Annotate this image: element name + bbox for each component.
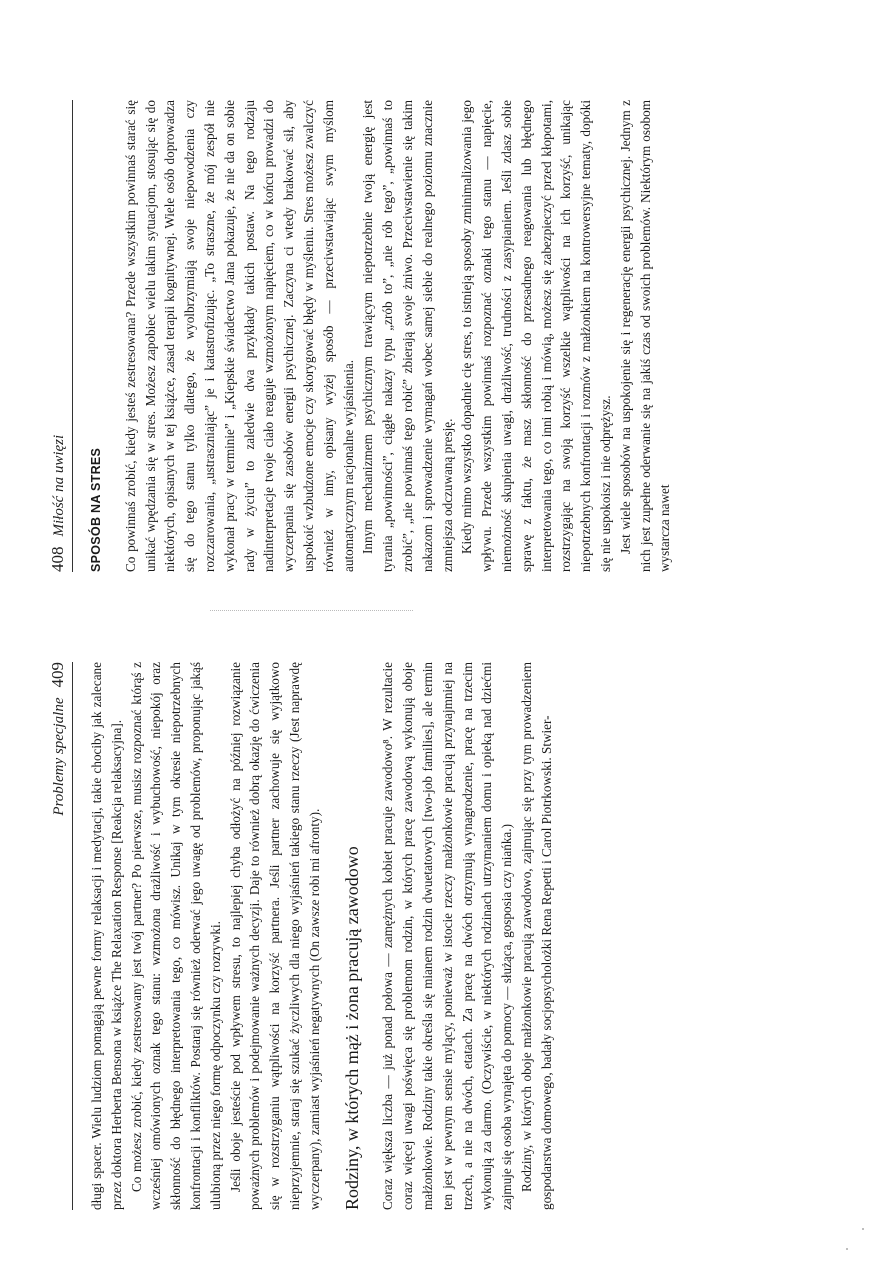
paragraph: Co możesz zrobić, kiedy zestresowany jest twój partner? Po pierwsze, musisz rozpoznać którąś z wcześniej omówionych oznak tego stanu: wzmożona drażliwość i wybuchowość, niepokój oraz skłonność do błędnego interpretowania tego, co mówisz. Unikaj w tym okresie niepotrzebnych konfrontacji i konfliktów. Postaraj się również oderwać jego uwagę od problemów, proponując jakąś ulubioną przez niego formę odpoczynku czy rozrywki. [128, 662, 223, 1210]
left-page [48, 100, 833, 572]
right-page-header [48, 662, 73, 1210]
paragraph: Jest wiele sposobów na uspokojenie się i regenerację energii psychicznej. Jednym z nich jest zupełne oderwanie się na jakiś czas od swoich problemów. Niektórym osobom wystarcza nawet [617, 100, 673, 572]
page-gutter [0, 608, 893, 614]
right-page-text [87, 662, 557, 1210]
paragraph: Rodziny, w których oboje małżonkowie pracują zawodowo, zajmując się przy tym prowadzeniem gospodarstwa domowego, badały socjopsycholożki Rena Repetti i Carol Piotrkowski. Stwier- [518, 662, 554, 1210]
page-number: 409 [48, 662, 67, 688]
paragraph: długi spacer. Wielu ludziom pomagają pewne formy relaksacji i medytacji, takie chociby jak zalecane przez doktora Herberta Bensona w książce The Relaxation Response [Reakcja relaksacyjna]. [89, 662, 124, 1210]
section-heading-stress: SPOSÓB NA STRES [89, 447, 103, 572]
running-title: Miłość na uwięzi [51, 434, 67, 537]
left-page-text [87, 100, 675, 572]
section-heading-dual-career: Rodziny, w których mąż i żona pracują zawodowo [341, 846, 362, 1210]
page-number: 408 [48, 546, 67, 572]
paragraph: Innym mechanizmem psychicznym trawiącym niepotrzebnie twoją energię jest tyrania „powinności”, ciągłe nakazy typu „zrób to”, „nie rób tego”, „powinnaś to zrobić”, „nie powinnaś tego robić” zbierają swoje żniwo. Przeciwstawienie się takim nakazom i sprowadzenie wymagań wobec samej siebie do realnego poziomu znacznie zmniejsza odczuwaną presję. [360, 100, 455, 572]
paragraph: Coraz większa liczba — już ponad połowa — zamężnych kobiet pracuje zawodowo⁸. W rezultacie coraz więcej uwagi poświęca się problemom rodzin, w których pracę zawodową wykonują oboje małżonkowie. Rodziny takie określa się mianem rodzin dwuetatowych [two-job families], ale termin ten jest w pewnym sensie mylący, ponieważ w istocie rzeczy małżonkowie pracują przynajmniej na trzech, a nie na dwóch, etatach. Za pracę na dwóch otrzymują wynagrodzenie, pracę na trzecim wykonują za darmo. (Oczywiście, w niektórych rodzinach utrzymaniem domu i opieką nad dziećmi zajmuje się osoba wynajęta do pomocy — służąca, gosposia czy niańka.) [380, 662, 515, 1210]
right-page [48, 662, 833, 1210]
left-page-header [48, 100, 73, 572]
scan-speck [862, 1228, 864, 1230]
scan-speck [846, 1248, 848, 1250]
paragraph: Jeśli oboje jesteście pod wpływem stresu, to najlepiej chyba odłożyć na później rozwiązanie poważnych problemów i podejmowanie ważnych decyzji. Daje to również dobrą okazję do ćwiczenia się w rozstrzyganiu wątpliwości na korzyść partnera. Jeśli partner zachowuje się wyjątkowo nieprzyjemnie, staraj się szukać życzliwych dla niego wyjaśnień takiego stanu rzeczy (Jest naprawdę wyczerpany), zamiast wyjaśnień negatywnych (On zawsze robi mi afronty). [227, 662, 322, 1210]
paragraph: Co powinnaś zrobić, kiedy jesteś zestresowana? Przede wszystkim powinnaś starać się unikać wpędzania się w stres. Możesz zapobiec wielu takim sytuacjom, stosując się do niektórych, opisanych w tej książce, zasad terapii kognitywnej. Wiele osób doprowadza się do tego stanu tylko dlatego, że wyolbrzymiają swoje niepowodzenia czy rozczarowania, „ustraszniając” je i katastrofizując. „To straszne, że mój zespół nie wykonał pracy w terminie” i „Kiepskie świadectwo Jana pokazuje, że nie da on sobie rady w życiu” to zaledwie dwa przykłady takich postaw. Na tego rodzaju nadinterpretacje twoje ciało reaguje wzmożonym napięciem, co w końcu prowadzi do wyczerpania się zasobów energii psychicznej. Zaczyna ci wtedy brakować sił, aby uspokoić wzbudzone emocje czy skorygować błędy w myśleniu. Stres możesz zwalczyć również w inny, opisany wyżej sposób — przeciwstawiając swym myślom automatycznym racjonalne wyjaśnienia. [122, 100, 356, 572]
running-title: Problemy specjalne [51, 697, 67, 816]
paragraph: Kiedy mimo wszystko dopadnie cię stres, to istnieją sposoby zminimalizowania jego wpływu. Przede wszystkim powinnaś rozpoznać oznaki tego stanu — napięcie, niemożność skupienia uwagi, drażliwość, trudności z zasypianiem. Jeśli zdasz sobie sprawę z faktu, że masz skłonność do przesadnego reagowania lub błędnego interpretowania tego, co inni robią i mówią, możesz się zabezpieczyć przed kłopotami, rozstrzygając na swoją korzyść wszelkie wątpliwości na ich korzyść, unikając niepotrzebnych konfrontacji i rozmów z małżonkiem na kontrowersyjne tematy, dopóki się nie uspokoisz i nie odprężysz. [459, 100, 613, 572]
